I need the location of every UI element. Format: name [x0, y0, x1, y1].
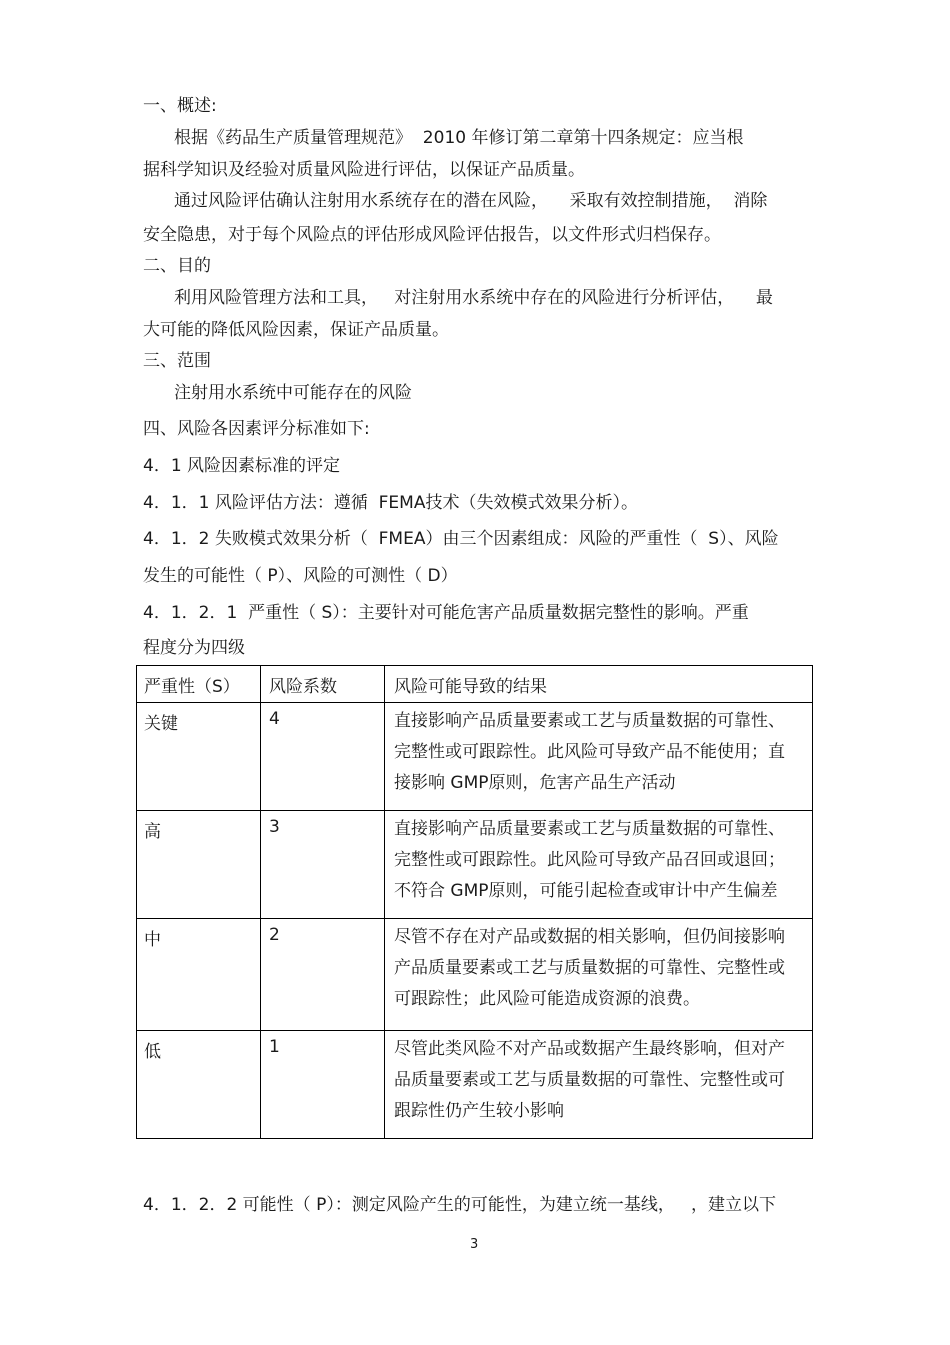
table-header-cell: 风险系数 — [261, 666, 385, 703]
severity-level-cell: 低 — [137, 1031, 261, 1139]
table-header-row — [137, 666, 813, 703]
paragraph-line: 利用风险管理方法和工具， 对注射用水系统中存在的风险进行分析评估， 最 — [174, 288, 773, 308]
severity-level-cell: 高 — [137, 811, 261, 919]
paragraph-line: 安全隐患，对于每个风险点的评估形成风险评估报告，以文件形式归档保存。 — [143, 225, 721, 245]
page-number: 3 — [470, 1237, 479, 1252]
result-line: 直接影响产品质量要素或工艺与质量数据的可靠性、 — [394, 711, 785, 731]
result-line: 尽管此类风险不对产品或数据产生最终影响，但对产 — [394, 1039, 785, 1059]
subsection-heading: 4．1．2．2 可能性（ P）：测定风险产生的可能性，为建立统一基线， ，建立以下 — [143, 1195, 777, 1215]
paragraph-line: 据科学知识及经验对质量风险进行评估，以保证产品质量。 — [143, 160, 585, 180]
paragraph-line: 根据《药品生产质量管理规范》 2010 年修订第二章第十四条规定：应当根 — [174, 128, 744, 148]
paragraph-line: 大可能的降低风险因素，保证产品质量。 — [143, 320, 449, 340]
severity-table — [136, 665, 813, 1139]
subsection-heading: 4．1．2 失败模式效果分析（ FMEA）由三个因素组成：风险的严重性（ S）、风险 — [143, 529, 779, 549]
subsection-heading: 4．1．2．1 严重性（ S）：主要针对可能危害产品质量数据完整性的影响。严重 — [143, 603, 749, 623]
risk-coefficient-cell: 3 — [261, 811, 385, 919]
result-line: 可跟踪性；此风险可能造成资源的浪费。 — [394, 989, 700, 1009]
severity-level-cell: 中 — [137, 919, 261, 1031]
paragraph-line: 注射用水系统中可能存在的风险 — [174, 383, 412, 403]
risk-coefficient-cell: 2 — [261, 919, 385, 1031]
section-heading-scope: 三、范围 — [143, 351, 211, 371]
subsection-heading: 4．1 风险因素标准的评定 — [143, 456, 341, 476]
table-row — [137, 811, 813, 919]
section-heading-criteria: 四、风险各因素评分标准如下: — [143, 419, 370, 439]
result-cell — [385, 811, 813, 919]
result-line: 不符合 GMP原则，可能引起检查或审计中产生偏差 — [394, 881, 778, 901]
section-heading-overview: 一、概述: — [143, 96, 217, 116]
result-line: 接影响 GMP原则，危害产品生产活动 — [394, 773, 676, 793]
table-header-cell: 风险可能导致的结果 — [385, 666, 813, 703]
paragraph-line: 程度分为四级 — [143, 638, 245, 658]
section-heading-purpose: 二、目的 — [143, 256, 211, 276]
result-line: 跟踪性仍产生较小影响 — [394, 1101, 564, 1121]
result-line: 完整性或可跟踪性。此风险可导致产品召回或退回； — [394, 850, 785, 870]
table-header-cell: 严重性（S） — [137, 666, 261, 703]
result-cell — [385, 1031, 813, 1139]
risk-coefficient-cell: 1 — [261, 1031, 385, 1139]
result-cell — [385, 919, 813, 1031]
severity-level-cell: 关键 — [137, 703, 261, 811]
result-line: 品质量要素或工艺与质量数据的可靠性、完整性或可 — [394, 1070, 785, 1090]
result-line: 尽管不存在对产品或数据的相关影响，但仍间接影响 — [394, 927, 785, 947]
paragraph-line: 发生的可能性（ P）、风险的可测性（ D） — [143, 566, 458, 586]
table-row — [137, 703, 813, 811]
result-line: 完整性或可跟踪性。此风险可导致产品不能使用；直 — [394, 742, 785, 762]
paragraph-line: 通过风险评估确认注射用水系统存在的潜在风险， 采取有效控制措施， 消除 — [174, 191, 768, 211]
result-cell — [385, 703, 813, 811]
result-line: 产品质量要素或工艺与质量数据的可靠性、完整性或 — [394, 958, 785, 978]
table-row — [137, 1031, 813, 1139]
subsection-heading: 4．1．1 风险评估方法：遵循 FEMA技术（失效模式效果分析）。 — [143, 493, 638, 513]
risk-coefficient-cell: 4 — [261, 703, 385, 811]
result-line: 直接影响产品质量要素或工艺与质量数据的可靠性、 — [394, 819, 785, 839]
table-row — [137, 919, 813, 1031]
